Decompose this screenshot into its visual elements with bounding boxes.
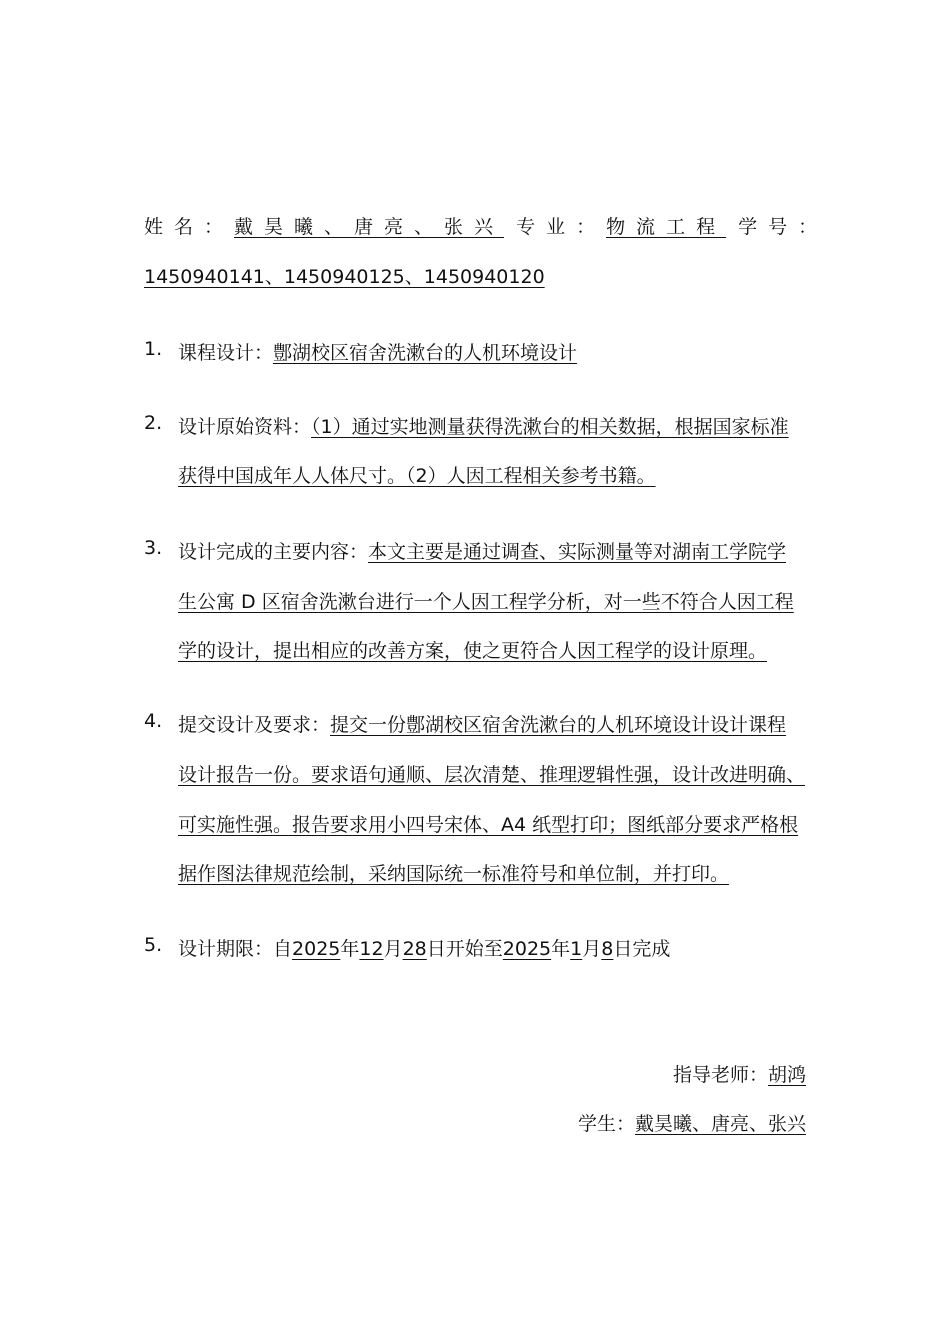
- student-names: 戴昊曦、唐亮、张兴: [234, 216, 505, 238]
- item-text: 获得中国成年人人体尺寸。（2）人因工程相关参考书籍。: [178, 465, 656, 487]
- end-suffix: 日完成: [613, 938, 671, 960]
- item-text: 生公寓 D 区宿舍洗漱台进行一个人因工程学分析，对一些不符合人因工程: [178, 591, 794, 613]
- item-text: 学的设计，提出相应的改善方案，使之更符合人因工程学的设计原理。: [178, 640, 768, 662]
- deadline-label: 设计期限：自: [178, 938, 293, 960]
- item-text: 可实施性强。报告要求用小四号宋体、A4 纸型打印；图纸部分要求严格根: [178, 814, 799, 836]
- year-char: 年: [551, 938, 571, 960]
- item-requirements: [178, 710, 786, 737]
- advisor-line: [673, 1060, 806, 1087]
- end-year: 2025: [502, 938, 552, 960]
- item-text: （1）通过实地测量获得洗漱台的相关数据，根据国家标准: [311, 416, 789, 438]
- year-char: 年: [340, 938, 360, 960]
- item-text: 本文主要是通过调查、实际测量等对湖南工学院学: [368, 541, 787, 563]
- item-text: 据作图法律规范绘制，采纳国际统一标准符号和单位制，并打印。: [178, 863, 730, 885]
- advisor-label: 指导老师：: [672, 1064, 768, 1086]
- item-number: 3.: [144, 537, 163, 559]
- major-value: 物流工程: [606, 216, 727, 238]
- name-label: 姓名：: [144, 216, 235, 238]
- start-suffix: 日开始至: [426, 938, 503, 960]
- id-label: 学号：: [738, 216, 829, 238]
- start-day: 28: [402, 938, 427, 960]
- advisor-name: 胡鸿: [767, 1064, 806, 1086]
- students-names: 戴昊曦、唐亮、张兴: [634, 1113, 806, 1135]
- item-label: 设计原始资料：: [178, 416, 312, 438]
- students-label: 学生：: [577, 1113, 635, 1135]
- start-month: 12: [359, 938, 384, 960]
- item-source-material: [178, 412, 789, 439]
- item-number: 2.: [144, 412, 163, 434]
- item-course-design: [178, 338, 577, 365]
- item-number: 5.: [144, 934, 163, 956]
- item-number: 4.: [144, 710, 163, 732]
- item-text: 设计报告一份。要求语句通顺、层次清楚、推理逻辑性强，设计改进明确、: [178, 764, 806, 786]
- item-label: 课程设计：: [178, 342, 274, 364]
- month-char: 月: [383, 938, 403, 960]
- item-deadline: [178, 934, 670, 961]
- item-text: 提交一份鄷湖校区宿舍洗漱台的人机环境设计设计课程: [330, 714, 787, 736]
- start-year: 2025: [292, 938, 341, 960]
- item-label: 提交设计及要求：: [178, 714, 331, 736]
- student-ids: 1450940141、1450940125、1450940120: [144, 266, 545, 288]
- month-char: 月: [582, 938, 602, 960]
- item-text: 鄷湖校区宿舍洗漱台的人机环境设计: [273, 342, 578, 364]
- header-line: [144, 212, 828, 239]
- item-label: 设计完成的主要内容：: [178, 541, 369, 563]
- students-line: [578, 1109, 806, 1136]
- end-month: 1: [570, 938, 583, 960]
- item-number: 1.: [144, 338, 163, 360]
- major-label: 专业：: [516, 216, 607, 238]
- end-day: 8: [601, 938, 614, 960]
- item-main-content: [178, 537, 786, 564]
